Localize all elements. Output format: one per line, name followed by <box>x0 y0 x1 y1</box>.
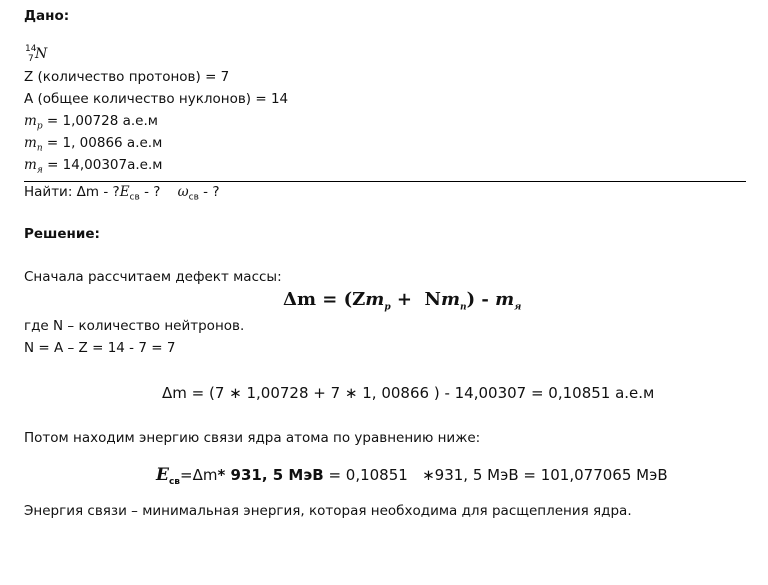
find-w-sub: св <box>188 192 199 203</box>
find-prefix: Найти: Δm - ? <box>24 184 120 200</box>
element-symbol: N <box>35 46 48 62</box>
isotope-notation <box>25 44 55 66</box>
z-line: Z (количество протонов) = 7 <box>24 69 230 85</box>
binding-energy-formula <box>156 465 668 487</box>
f3-e: E <box>156 465 169 485</box>
mn-value: = 1, 00866 а.е.м <box>46 135 163 151</box>
mn-var: m <box>24 135 37 151</box>
find-mid: - ? <box>139 184 178 200</box>
f1-close: ) - <box>466 289 496 310</box>
f1-m1: m <box>365 289 385 310</box>
f1-s1: p <box>384 302 391 313</box>
my-line <box>24 157 162 176</box>
my-var: m <box>24 157 37 173</box>
f1-lhs: Δm = (Z <box>283 289 366 310</box>
energy-intro: Потом находим энергию связи ядра атома по уравнению ниже: <box>24 430 481 446</box>
f1-m2: m <box>440 289 461 310</box>
where-n-line: где N – количество нейтронов. <box>24 318 245 334</box>
mp-sub: p <box>36 121 43 132</box>
f3-e-sub: св <box>168 477 180 487</box>
mass-number: 14 <box>25 44 37 54</box>
mass-defect-formula <box>283 289 521 313</box>
f1-m3: m <box>495 289 515 310</box>
find-suffix: - ? <box>198 184 220 200</box>
f3-eq: =Δm <box>180 466 218 484</box>
find-line <box>24 184 220 203</box>
atomic-number: 7 <box>28 54 34 64</box>
a-line: A (общее количество нуклонов) = 14 <box>24 91 289 107</box>
mn-sub: n <box>36 143 43 154</box>
divider-line <box>24 181 746 182</box>
my-value: = 14,00307а.е.м <box>47 157 163 173</box>
my-sub: я <box>36 165 43 176</box>
f1-plus: + N <box>390 289 441 310</box>
definition-line: Энергия связи – минимальная энергия, которая необходима для расщепления ядра. <box>24 503 632 519</box>
f3-rest: = 0,10851 ∗931, 5 МэВ = 101,077065 МэВ <box>323 466 668 484</box>
solution-heading: Решение: <box>24 226 100 242</box>
given-heading: Дано: <box>24 8 70 24</box>
mp-var: m <box>24 113 37 129</box>
mp-line <box>24 113 158 132</box>
find-w-var: ω <box>177 184 189 200</box>
mass-defect-intro: Сначала рассчитаем дефект массы: <box>24 269 282 285</box>
find-e-sub: св <box>129 192 140 203</box>
f1-s3: я <box>514 302 522 313</box>
n-calc-line: N = A – Z = 14 - 7 = 7 <box>24 340 176 356</box>
mp-value: = 1,00728 а.е.м <box>46 113 158 129</box>
mn-line <box>24 135 162 154</box>
f1-s2: n <box>460 302 467 313</box>
find-e-var: E <box>119 184 130 200</box>
f3-bold: * 931, 5 МэВ <box>217 466 324 484</box>
mass-defect-calc: Δm = (7 ∗ 1,00728 + 7 ∗ 1, 00866 ) - 14,00307 = 0,10851 а.е.м <box>162 384 655 402</box>
